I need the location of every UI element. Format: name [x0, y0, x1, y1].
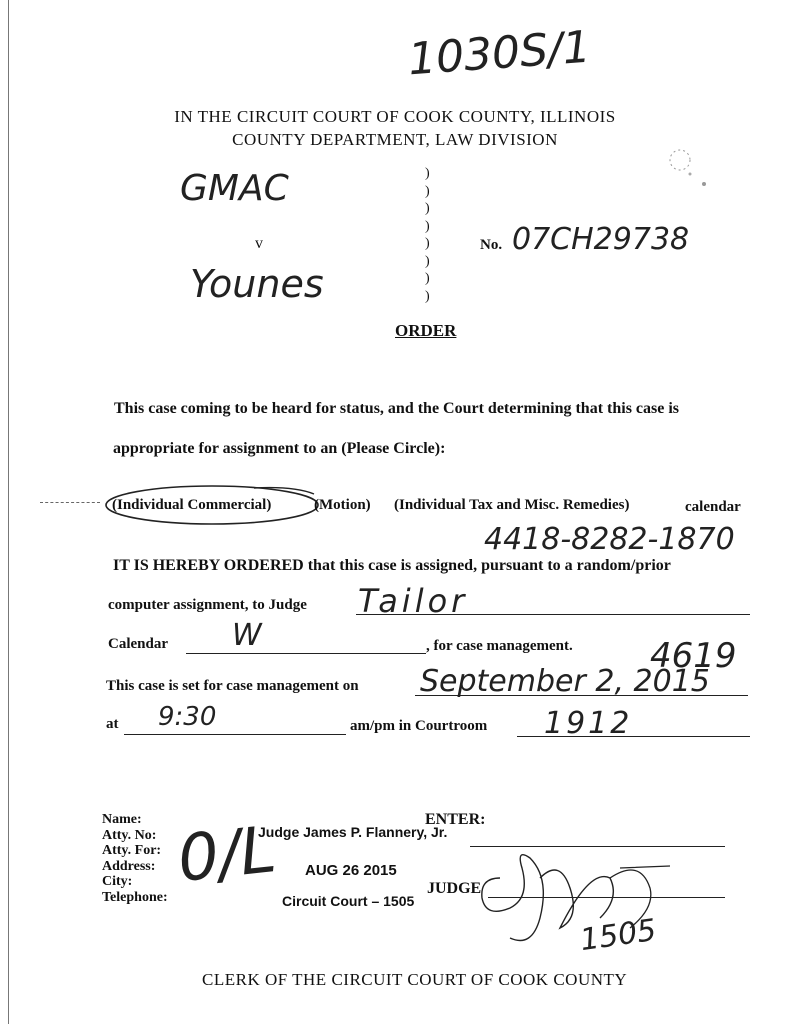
ampm-label: am/pm in Courtroom	[350, 718, 488, 734]
date-value: September 2, 2015	[420, 664, 710, 699]
courtroom-value: 1912	[544, 706, 633, 741]
label-telephone: Telephone:	[102, 889, 168, 905]
stamp-court-line: Circuit Court – 1505	[282, 893, 415, 909]
label-address: Address:	[102, 858, 156, 874]
handwritten-reference: 4418-8282-1870	[484, 522, 735, 557]
dash-mark-left	[40, 502, 100, 503]
judge-stamp-name: Judge James P. Flannery, Jr.	[258, 824, 448, 840]
caption-parens	[425, 165, 430, 305]
case-number-value: 07CH29738	[512, 222, 690, 257]
paren: )	[425, 253, 430, 269]
label-city: City:	[102, 874, 133, 889]
circle-mark	[104, 480, 324, 530]
paren: )	[425, 201, 430, 216]
ordered-rest: that this case is assigned, pursuant to a random/prior	[307, 557, 671, 574]
stamp-date: AUG 26 2015	[305, 862, 397, 879]
court-heading-line1: IN THE CIRCUIT COURT OF COOK COUNTY, ILLINOIS	[174, 107, 616, 126]
label-name: Name:	[102, 812, 142, 827]
faint-stamp-mark	[660, 140, 720, 200]
set-label: This case is set for case management on	[106, 678, 359, 694]
attorney-labels	[102, 812, 168, 905]
side-number: 4619	[650, 636, 737, 676]
intro-line2: appropriate for assignment to an (Please Circle):	[113, 440, 446, 457]
case-number-label: No.	[480, 237, 503, 253]
time-underline	[124, 734, 346, 735]
attorney-scrawl: 0/L	[174, 813, 280, 897]
plaintiff-name: GMAC	[180, 168, 289, 209]
enter-label: ENTER:	[425, 811, 486, 828]
order-title: ORDER	[395, 321, 457, 340]
option-motion: (Motion)	[314, 497, 371, 513]
assignment-label: computer assignment, to Judge	[108, 597, 307, 613]
ordered-bold: IT IS HEREBY ORDERED	[113, 557, 304, 574]
calendar-label: Calendar	[108, 636, 168, 652]
option-tax-misc: (Individual Tax and Misc. Remedies)	[394, 497, 630, 513]
calendar-underline	[186, 653, 426, 654]
page-edge-line	[8, 0, 9, 1024]
clerk-line: CLERK OF THE CIRCUIT COURT OF COOK COUNTY	[202, 970, 628, 989]
at-label: at	[106, 716, 119, 732]
defendant-name: Younes	[190, 262, 324, 306]
calendar-word: calendar	[685, 499, 741, 515]
ordered-line	[113, 557, 671, 575]
judge-number: 1505	[577, 912, 659, 959]
time-value: 9:30	[158, 702, 217, 732]
option-individual-commercial: (Individual Commercial)	[112, 497, 272, 513]
paren: )	[425, 236, 430, 251]
judge-value: Tailor	[358, 582, 469, 620]
file-mark: 1030S/1	[406, 21, 593, 86]
paren: )	[425, 183, 430, 199]
paren: )	[425, 166, 430, 181]
paren: )	[425, 271, 430, 286]
calendar-suffix: , for case management.	[426, 638, 573, 654]
label-atty-no: Atty. No:	[102, 827, 157, 843]
paren: )	[425, 288, 430, 304]
judge-label: JUDGE	[427, 880, 482, 897]
paren: )	[425, 218, 430, 234]
label-atty-for: Atty. For:	[102, 843, 162, 858]
court-heading-line2: COUNTY DEPARTMENT, LAW DIVISION	[232, 130, 558, 149]
intro-line1: This case coming to be heard for status, and the Court determining that this case is	[114, 400, 680, 417]
calendar-value: W	[232, 618, 262, 653]
versus-label: v	[255, 235, 263, 252]
